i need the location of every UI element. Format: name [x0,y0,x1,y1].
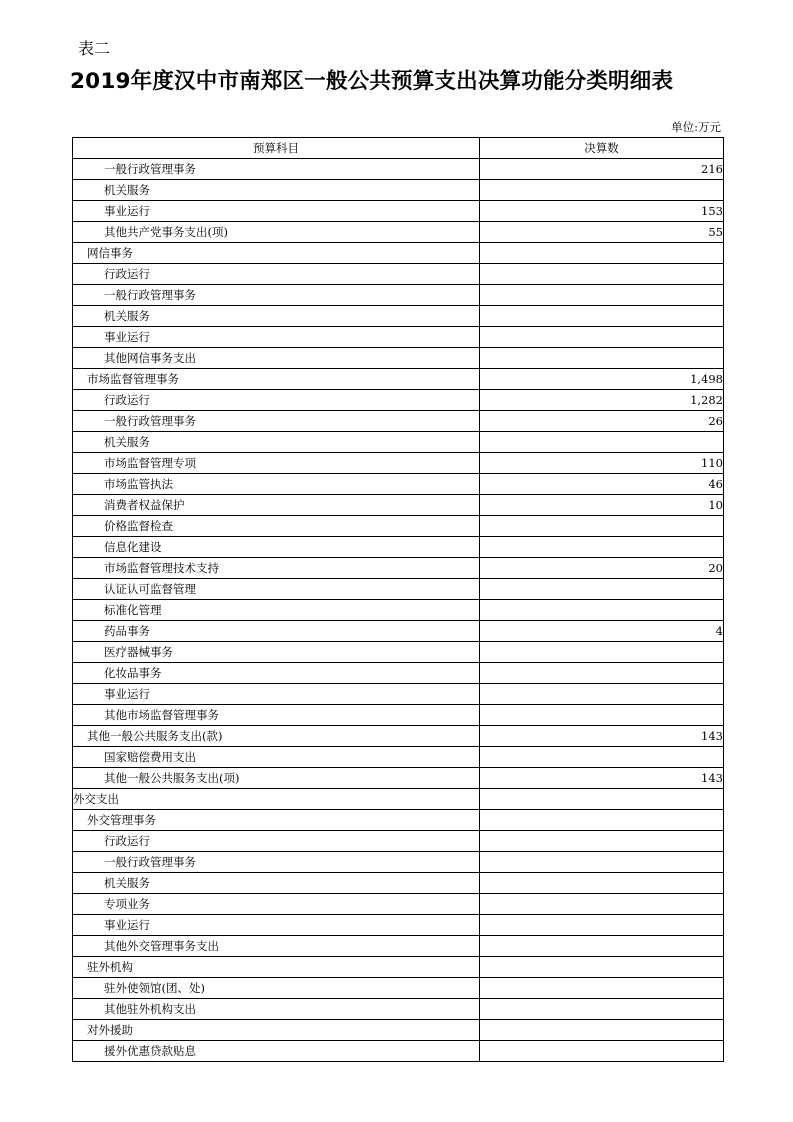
budget-subject-cell: 其他驻外机构支出 [73,999,480,1020]
table-row [73,873,724,894]
table-row [73,1041,724,1062]
budget-subject-cell: 行政运行 [73,264,480,285]
budget-subject-cell: 其他外交管理事务支出 [73,936,480,957]
budget-subject-cell: 国家赔偿费用支出 [73,747,480,768]
table-row [73,516,724,537]
final-amount-cell [480,516,724,537]
table-row [73,663,724,684]
column-header-subject: 预算科目 [73,138,480,159]
budget-subject-cell: 事业运行 [73,327,480,348]
table-row [73,1020,724,1041]
budget-subject-cell: 一般行政管理事务 [73,852,480,873]
final-amount-cell [480,852,724,873]
final-amount-cell: 216 [480,159,724,180]
budget-subject-cell: 机关服务 [73,306,480,327]
budget-subject-cell: 行政运行 [73,390,480,411]
final-amount-cell [480,537,724,558]
budget-subject-cell: 市场监管执法 [73,474,480,495]
budget-subject-cell: 驻外机构 [73,957,480,978]
final-amount-cell: 10 [480,495,724,516]
final-amount-cell [480,789,724,810]
budget-subject-cell: 市场监督管理事务 [73,369,480,390]
final-amount-cell: 20 [480,558,724,579]
table-row [73,978,724,999]
budget-subject-cell: 市场监督管理技术支持 [73,558,480,579]
column-header-amount: 决算数 [480,138,724,159]
table-header-row [73,138,724,159]
budget-subject-cell: 价格监督检查 [73,516,480,537]
budget-subject-cell: 其他共产党事务支出(项) [73,222,480,243]
table-row [73,642,724,663]
table-row [73,285,724,306]
budget-subject-cell: 事业运行 [73,915,480,936]
table-row [73,180,724,201]
final-amount-cell: 55 [480,222,724,243]
budget-subject-cell: 认证认可监督管理 [73,579,480,600]
table-row [73,705,724,726]
final-amount-cell [480,705,724,726]
budget-subject-cell: 事业运行 [73,201,480,222]
final-amount-cell [480,747,724,768]
final-amount-cell [480,285,724,306]
final-amount-cell: 143 [480,726,724,747]
table-row [73,453,724,474]
table-row [73,936,724,957]
table-row [73,348,724,369]
table-row [73,915,724,936]
table-row [73,495,724,516]
final-amount-cell [480,432,724,453]
table-number-label: 表二 [78,39,111,58]
final-amount-cell: 153 [480,201,724,222]
final-amount-cell [480,348,724,369]
budget-subject-cell: 援外优惠贷款贴息 [73,1041,480,1062]
table-row [73,600,724,621]
final-amount-cell [480,180,724,201]
final-amount-cell [480,810,724,831]
table-row [73,558,724,579]
budget-subject-cell: 网信事务 [73,243,480,264]
budget-subject-cell: 机关服务 [73,873,480,894]
unit-label: 单位:万元 [671,120,721,134]
budget-subject-cell: 医疗器械事务 [73,642,480,663]
table-row [73,894,724,915]
table-row [73,306,724,327]
final-amount-cell [480,327,724,348]
table-row [73,390,724,411]
budget-subject-cell: 事业运行 [73,684,480,705]
final-amount-cell: 26 [480,411,724,432]
final-amount-cell: 1,282 [480,390,724,411]
budget-subject-cell: 消费者权益保护 [73,495,480,516]
final-amount-cell [480,306,724,327]
table-row [73,201,724,222]
budget-subject-cell: 其他网信事务支出 [73,348,480,369]
table-row [73,957,724,978]
budget-subject-cell: 药品事务 [73,621,480,642]
final-amount-cell [480,264,724,285]
table-row [73,432,724,453]
table-row [73,852,724,873]
table-row [73,726,724,747]
table-row [73,159,724,180]
budget-subject-cell: 外交支出 [73,789,480,810]
budget-subject-cell: 一般行政管理事务 [73,411,480,432]
final-amount-cell [480,894,724,915]
final-amount-cell [480,915,724,936]
page-title: 2019年度汉中市南郑区一般公共预算支出决算功能分类明细表 [70,69,674,94]
budget-subject-cell: 驻外使领馆(团、处) [73,978,480,999]
table-row [73,579,724,600]
final-amount-cell [480,957,724,978]
table-row [73,327,724,348]
final-amount-cell [480,873,724,894]
budget-subject-cell: 信息化建设 [73,537,480,558]
table-row [73,768,724,789]
budget-subject-cell: 机关服务 [73,432,480,453]
table-row [73,621,724,642]
final-amount-cell [480,1041,724,1062]
final-amount-cell: 4 [480,621,724,642]
final-amount-cell: 110 [480,453,724,474]
final-amount-cell [480,978,724,999]
budget-subject-cell: 其他一般公共服务支出(项) [73,768,480,789]
table-row [73,243,724,264]
table-row [73,264,724,285]
budget-subject-cell: 其他一般公共服务支出(款) [73,726,480,747]
table-row [73,222,724,243]
final-amount-cell [480,243,724,264]
table-row [73,684,724,705]
budget-table [72,137,724,1062]
final-amount-cell [480,642,724,663]
budget-subject-cell: 行政运行 [73,831,480,852]
budget-subject-cell: 机关服务 [73,180,480,201]
table-row [73,810,724,831]
table-row [73,369,724,390]
final-amount-cell [480,1020,724,1041]
table-row [73,411,724,432]
budget-subject-cell: 专项业务 [73,894,480,915]
budget-subject-cell: 一般行政管理事务 [73,285,480,306]
table-row [73,831,724,852]
budget-subject-cell: 标准化管理 [73,600,480,621]
table-row [73,537,724,558]
table-row [73,474,724,495]
table-row [73,789,724,810]
final-amount-cell [480,684,724,705]
final-amount-cell: 46 [480,474,724,495]
budget-subject-cell: 市场监督管理专项 [73,453,480,474]
final-amount-cell [480,831,724,852]
budget-subject-cell: 外交管理事务 [73,810,480,831]
budget-subject-cell: 其他市场监督管理事务 [73,705,480,726]
final-amount-cell [480,999,724,1020]
final-amount-cell: 143 [480,768,724,789]
budget-subject-cell: 化妆品事务 [73,663,480,684]
final-amount-cell [480,936,724,957]
final-amount-cell: 1,498 [480,369,724,390]
table-row [73,999,724,1020]
final-amount-cell [480,579,724,600]
budget-subject-cell: 一般行政管理事务 [73,159,480,180]
final-amount-cell [480,600,724,621]
final-amount-cell [480,663,724,684]
table-row [73,747,724,768]
budget-subject-cell: 对外援助 [73,1020,480,1041]
